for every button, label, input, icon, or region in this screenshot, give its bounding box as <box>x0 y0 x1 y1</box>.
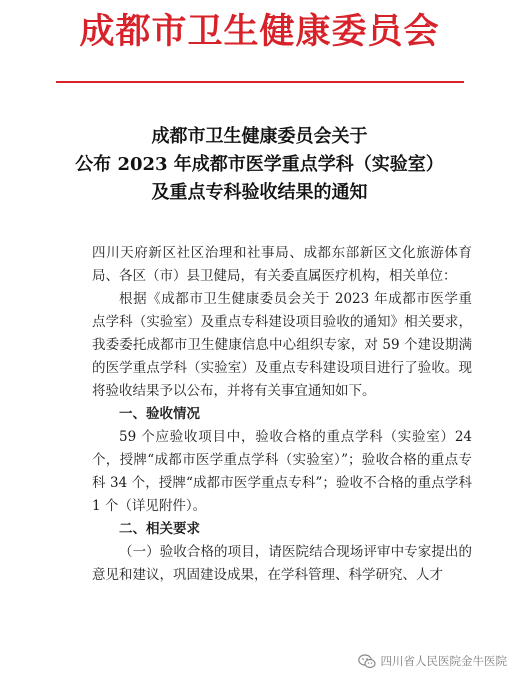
notice-body <box>92 242 472 587</box>
wechat-icon <box>358 654 376 669</box>
title-line-1: 成都市卫生健康委员会关于 <box>151 126 368 147</box>
intro-paragraph: 根据《成都市卫生健康委员会关于 2023 年成都市医学重点学科（实验室）及重点专科建设项目验收的通知》相关要求，我委委托成都市卫生健康信息中心组织专家，对 59 个建设期满的医学重点学科（实验室）及重点专科建设项目进行了验收。现将验收结果予以公布，并将有关事宜通知如下。 <box>92 291 472 399</box>
title-line-3: 及重点专科验收结果的通知 <box>151 182 368 203</box>
notice-title <box>0 123 519 207</box>
recipients-paragraph: 四川天府新区社区治理和社事局、成都东部新区文化旅游体育局、各区（市）县卫健局，有关委直属医疗机构，相关单位： <box>92 245 472 284</box>
account-watermark <box>358 653 508 669</box>
requirements-paragraph: （一）验收合格的项目，请医院结合现场评审中专家提出的意见和建议，巩固建设成果，在学科管理、科学研究、人才 <box>92 544 472 583</box>
watermark-text: 四川省人民医院金牛医院 <box>380 654 507 668</box>
title-line-2: 公布 2023 年成都市医学重点学科（实验室） <box>75 154 444 175</box>
section-heading-acceptance: 一、验收情况 <box>119 406 200 422</box>
acceptance-paragraph: 59 个应验收项目中，验收合格的重点学科（实验室）24 个，授牌“成都市医学重点学科（实验室）”；验收合格的重点专科 34 个，授牌“成都市医学重点专科”；验收不合格的重点学科 1 个（详见附件）。 <box>92 429 472 514</box>
masthead-org-name: 成都市卫生健康委员会 <box>79 12 440 52</box>
masthead-red-rule <box>56 81 464 83</box>
section-heading-requirements: 二、相关要求 <box>119 521 200 537</box>
